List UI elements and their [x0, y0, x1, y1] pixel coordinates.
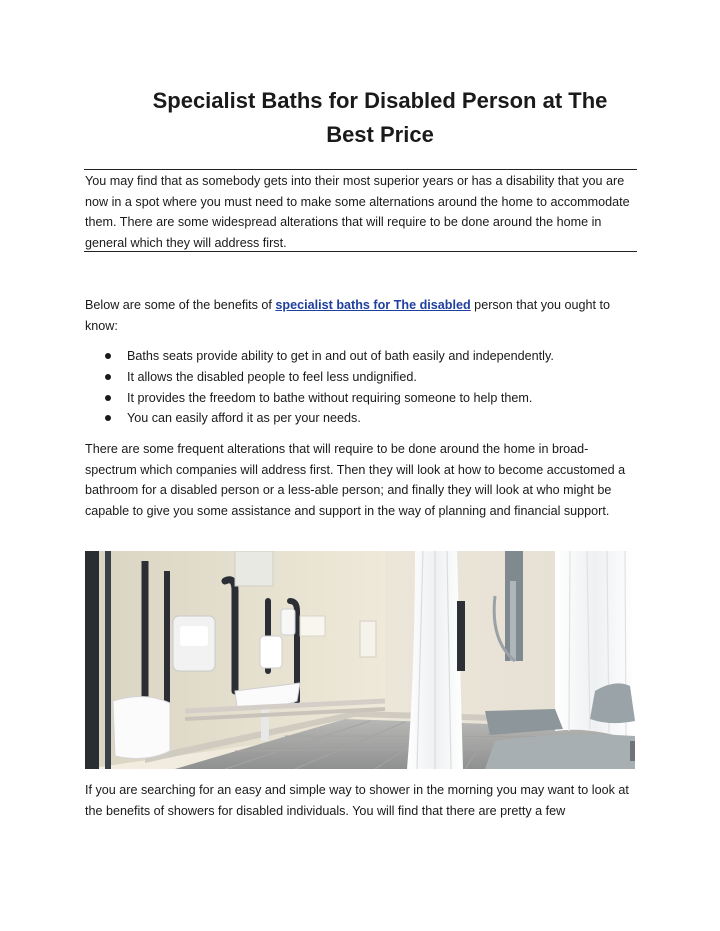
- benefits-intro-before: Below are some of the benefits of: [85, 298, 276, 312]
- intro-paragraph: You may find that as somebody gets into their most superior years or has a disability that you are now in a spot where you must need to make some alternations around the home to accommodate them. There are some widespread alterations that will require to be done around the home in general which they will address first.: [85, 174, 630, 250]
- list-item: [85, 346, 637, 367]
- page-title-line-2: Best Price: [326, 122, 434, 147]
- list-item: [85, 408, 637, 429]
- alterations-paragraph: There are some frequent alterations that will require to be done around the home in broad-spectrum which companies will address first. Then they will look at how to become accustomed a bathroom for a disabled person or a less-able person; and finally they will look at who might be capable to give you some assistance and support in the way of planning and financial support.: [85, 442, 626, 518]
- benefits-intro-paragraph: [85, 295, 637, 336]
- list-item: [85, 388, 637, 409]
- list-item-text: It provides the freedom to bathe without requiring someone to help them.: [127, 390, 533, 405]
- list-item-text: Baths seats provide ability to get in and out of bath easily and independently.: [127, 349, 554, 363]
- specialist-baths-link[interactable]: specialist baths for The disabled: [275, 298, 471, 312]
- list-item-text: You can easily afford it as per your needs.: [127, 411, 361, 426]
- benefits-list: [85, 346, 637, 429]
- page-title: [84, 84, 636, 152]
- bathroom-photo: [85, 551, 635, 769]
- bullet-icon: [105, 395, 111, 401]
- list-item-text: It allows the disabled people to feel less undignified.: [127, 369, 417, 384]
- page-title-line-1: Specialist Baths for Disabled Person at The: [152, 88, 608, 113]
- benefits-intro-after: person that you ought to know:: [85, 298, 611, 333]
- bullet-icon: [105, 415, 111, 421]
- top-divider: [84, 169, 637, 170]
- bullet-icon: [105, 374, 111, 380]
- closing-paragraph: If you are searching for an easy and simple way to shower in the morning you may want to look at the benefits of showers for disabled individuals. You will find that there are pretty a few: [85, 783, 629, 818]
- bottom-divider: [84, 251, 637, 252]
- bullet-icon: [105, 353, 111, 359]
- list-item: [85, 367, 637, 388]
